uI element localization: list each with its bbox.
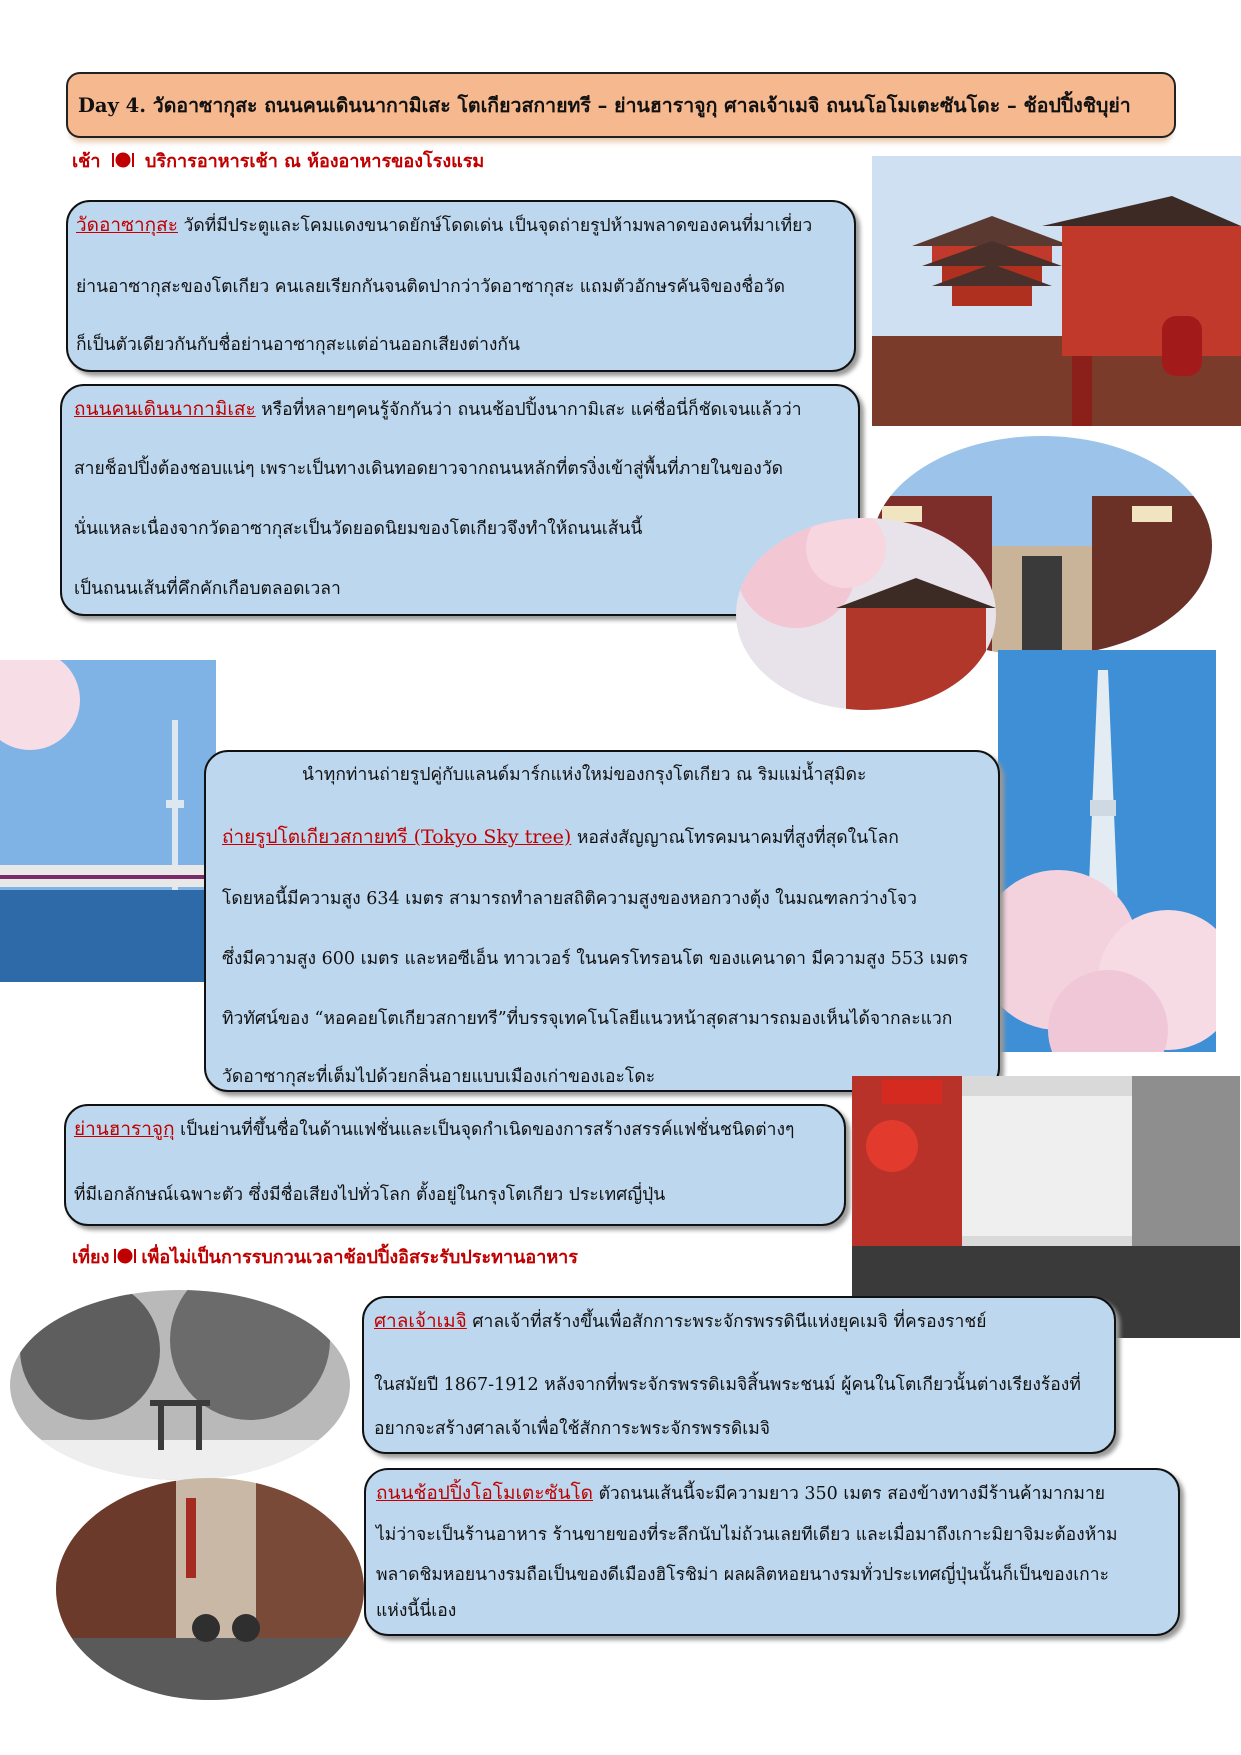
breakfast-note	[72, 146, 484, 175]
nakamise-line-1	[74, 394, 802, 424]
omotesando-line-3: พลาดชิมหอยนางรมถือเป็นของดีเมืองฮิโรชิม่า ผลผลิตหอยนางรมทั่วประเทศญี่ปุ่นนั้นก็เป็นของเกาะ	[376, 1565, 1109, 1585]
skytree-title-link[interactable]: ถ่ายรูปโตเกียวสกายทรี (Tokyo Sky tree)	[222, 826, 572, 848]
nakamise-line-2: สายช็อปปิ้งต้องชอบแน่ๆ เพราะเป็นทางเดินทอดยาวจากถนนหลักที่ตรงิ่งเข้าสู่พื้นที่ภายในของวัด	[74, 459, 784, 479]
asakusa-temple-photo	[872, 156, 1241, 426]
asakusa-line-2: ย่านอาซากุสะของโตเกียว คนเลยเรียกกันจนติดปากว่าวัดอาซากุสะ แถมตัวอักษรคันจิของชื่อวัด	[76, 277, 785, 297]
skytree-text-1: หอส่งสัญญาณโทรคมนาคมที่สูงที่สุดในโลก	[571, 828, 899, 848]
sensoji-sakura-photo	[736, 518, 996, 710]
meiji-line-3: อยากจะสร้างศาลเจ้าเพื่อใช้สักการะพระจักรพรรดิเมจิ	[374, 1419, 771, 1439]
omotesando-line-1	[376, 1478, 1105, 1508]
harajuku-text-1: เป็นย่านที่ขึ้นชื่อในด้านแฟชั่นและเป็นจุดกำเนิดของการสร้างสรรค์แฟชั่นชนิดต่างๆ	[174, 1120, 795, 1140]
dining-icon	[113, 1247, 137, 1265]
harajuku-line-2: ที่มีเอกลักษณ์เฉพาะตัว ซึ่งมีชื่อเสียงไปทั่วโลก ตั้งอยู่ในกรุงโตเกียว ประเทศญี่ปุ่น	[74, 1185, 666, 1205]
meiji-line-2: ในสมัยปี 1867-1912 หลังจากที่พระจักรพรรดิเมจิสิ้นพระชนม์ ผู้คนในโตเกียวนั้นต่างเรียงร้องที่	[374, 1375, 1081, 1395]
skytree-line-3: ซึ่งมีความสูง 600 เมตร และหอซีเอ็น ทาวเวอร์ ในนครโทรอนโต ของแคนาดา มีความสูง 553 เมตร	[222, 949, 968, 969]
lunch-note	[72, 1242, 578, 1271]
meiji-shrine-photo	[10, 1290, 350, 1480]
nakamise-line-4: เป็นถนนเส้นที่คึกคักเกือบตลอดเวลา	[74, 579, 341, 599]
breakfast-text: บริการอาหารเช้า ณ ห้องอาหารของโรงแรม	[145, 151, 485, 172]
lunch-label: เที่ยง	[72, 1247, 110, 1268]
skytree-river-photo	[0, 660, 216, 982]
skytree-line-2: โดยหอนี้มีความสูง 634 เมตร สามารถทำลายสถิติความสูงของหอกวางตุ้ง ในมณฑลกว่างโจว	[222, 889, 917, 909]
omotesando-text-1: ตัวถนนเส้นนี้จะมีความยาว 350 เมตร สองข้างทางมีร้านค้ามากมาย	[593, 1484, 1106, 1504]
day-title-banner	[66, 72, 1176, 138]
skytree-section	[204, 750, 1000, 1092]
breakfast-label: เช้า	[72, 151, 101, 172]
meiji-title-link[interactable]: ศาลเจ้าเมจิ	[374, 1310, 467, 1332]
skytree-line-4: ทิวทัศน์ของ “หอคอยโตเกียวสกายทรี”ที่บรรจุเทคโนโลยีแนวหน้าสุดสามารถมองเห็นได้จากละแวก	[222, 1009, 953, 1029]
dining-icon	[111, 151, 135, 169]
harajuku-line-1	[74, 1114, 794, 1144]
meiji-section	[362, 1296, 1116, 1454]
asakusa-title-link[interactable]: วัดอาซากุสะ	[76, 214, 178, 236]
lunch-text: เพื่อไม่เป็นการรบกวนเวลาช้อปปิ้งอิสระรับประทานอาหาร	[141, 1247, 578, 1268]
harajuku-title-link[interactable]: ย่านฮาราจูกุ	[74, 1118, 175, 1140]
omotesando-section	[364, 1468, 1180, 1636]
omotesando-line-4: แห่งนี้นี่เอง	[376, 1601, 457, 1621]
skytree-line-5: วัดอาซากุสะที่เต็มไปด้วยกลิ่นอายแบบเมืองเก่าของเอะโดะ	[222, 1067, 656, 1087]
asakusa-section	[66, 200, 856, 372]
nakamise-line-3: นั่นแหละเนื่องจากวัดอาซากุสะเป็นวัดยอดนิยมของโตเกียวจึงทำให้ถนนเส้นนี้	[74, 519, 643, 539]
skytree-line-1	[222, 822, 899, 852]
omotesando-line-2: ไม่ว่าจะเป็นร้านอาหาร ร้านขายของที่ระลึกนับไม่ถ้วนเลยทีเดียว และเมื่อมาถึงเกาะมิยาจิมะต้องห้าม	[376, 1525, 1118, 1545]
omotesando-title-link[interactable]: ถนนช้อปปิ้งโอโมเตะซันโด	[376, 1482, 593, 1504]
skytree-sakura-photo	[998, 650, 1216, 1052]
meiji-text-1: ศาลเจ้าที่สร้างขึ้นเพื่อสักการะพระจักรพรรดินีแห่งยุคเมจิ ที่ครองราชย์	[466, 1312, 987, 1332]
nakamise-text-1: หรือที่หลายๆคนรู้จักกันว่า ถนนช้อปปิ้งนากามิเสะ แค่ชื่อนี่ก็ชัดเจนแล้วว่า	[255, 400, 802, 420]
asakusa-line-1	[76, 210, 812, 240]
asakusa-text-1: วัดที่มีประตูและโคมแดงขนาดยักษ์โดดเด่น เป็นจุดถ่ายรูปห้ามพลาดของคนที่มาเที่ยว	[177, 216, 813, 236]
harajuku-section	[64, 1104, 846, 1226]
skytree-intro: นำทุกท่านถ่ายรูปคู่กับแลนด์มาร์กแห่งใหม่ของกรุงโตเกียว ณ ริมแม่น้ำสุมิดะ	[302, 765, 867, 785]
nakamise-section	[60, 384, 860, 616]
meiji-line-1	[374, 1306, 987, 1336]
day-title: Day 4. วัดอาซากุสะ ถนนคนเดินนากามิเสะ โตเกียวสกายทรี – ย่านฮาราจูกุ ศาลเจ้าเมจิ ถนนโอโมเตะซันโดะ – ช้อปปิ้งชิบุย่า	[78, 93, 1131, 117]
asakusa-line-3: ก็เป็นตัวเดียวกันกับชื่อย่านอาซากุสะแต่อ่านออกเสียงต่างกัน	[76, 335, 520, 355]
omotesando-street-photo	[56, 1478, 364, 1700]
nakamise-title-link[interactable]: ถนนคนเดินนากามิเสะ	[74, 398, 256, 420]
